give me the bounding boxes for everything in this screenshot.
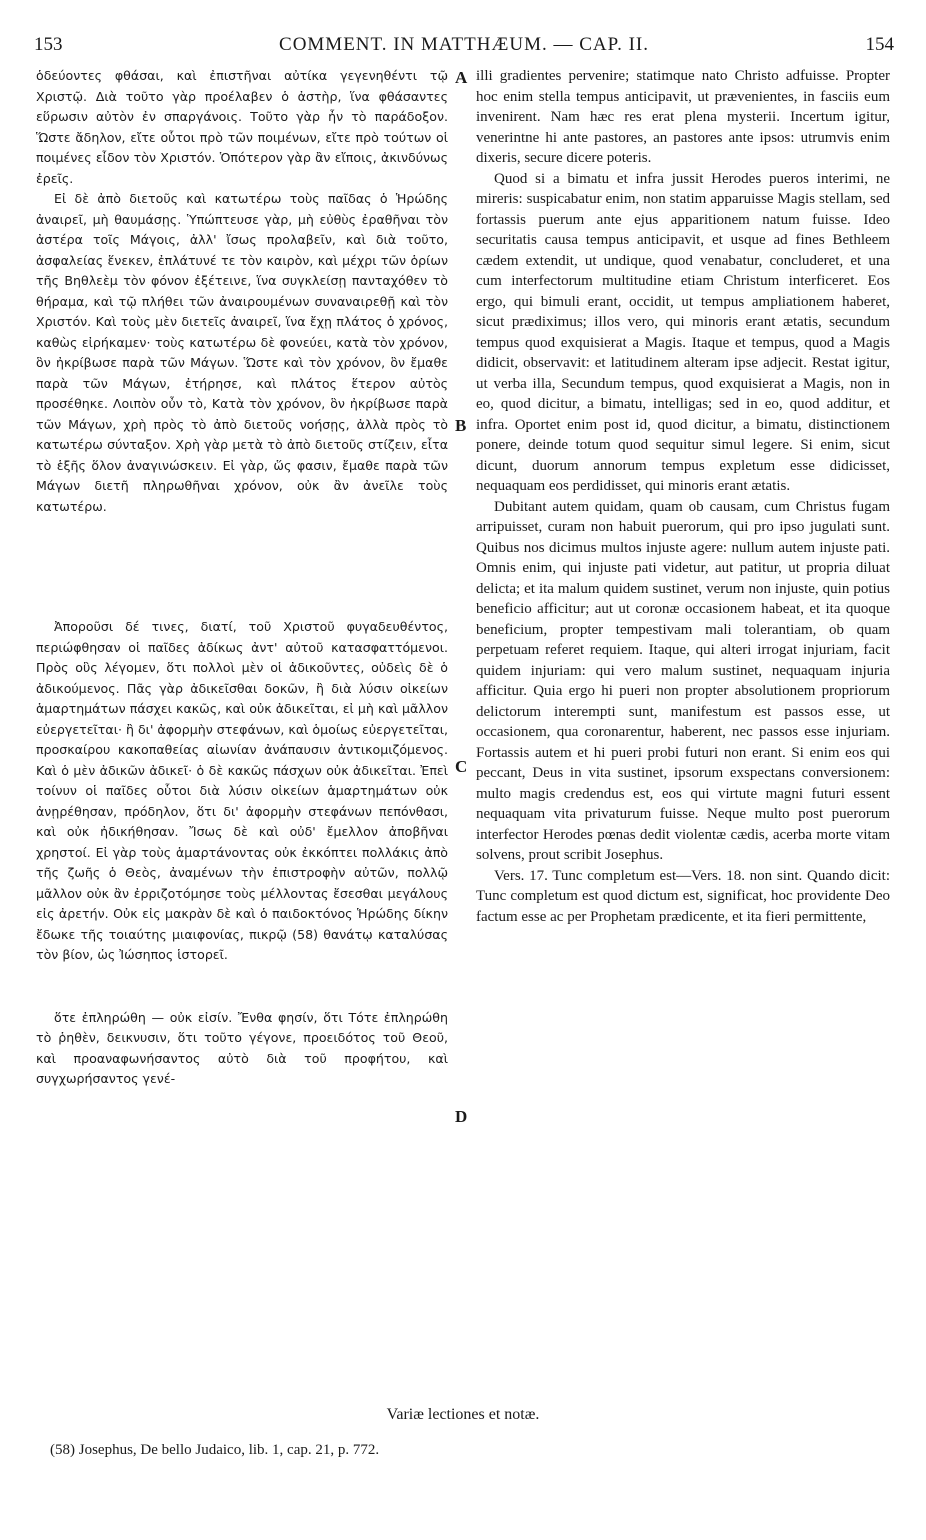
latin-column xyxy=(476,66,890,927)
running-title: COMMENT. IN MATTHÆUM. — CAP. II. xyxy=(279,34,649,55)
margin-marker-a: A xyxy=(455,68,468,87)
page-header xyxy=(34,34,894,64)
greek-paragraph: Εἰ δὲ ἀπὸ διετοῦς καὶ κατωτέρω τοὺς παῖδας ὁ Ἡρώδης ἀναιρεῖ, μὴ θαυμάσῃς. Ὑπώπτευσε γὰρ, μὴ εὐθὺς ἐραθῆναι τὸν ἀστέρα τοῖς Μάγοις, ἀλλ' ἴσως προλαβεῖν, καὶ διὰ τοῦτο, ἀσφαλείας ἕνεκεν, ἐπλάτυνέ τε τὸν καιρὸν, καὶ μέχρι τῶν ὁρίων τῆς Βηθλεὲμ τὸν φόνον ἐξέτεινε, ἵνα συγκλείσῃ πανταχόθεν τὸ θήραμα, καὶ τῷ πλήθει τῶν ἀναιρουμένων συναναιρεθῇ καὶ τὸν Χριστόν. Καὶ τοὺς μὲν διετεῖς ἀναιρεῖ, ἵνα ἔχῃ πλάτος ὁ χρόνος, καθὼς εἰρήκαμεν· τοὺς κατωτέρω δὲ φονεύει, κατὰ τὸν χρόνον, ὃν ἠκρίβωσε παρὰ τῶν Μάγων. Ὥστε καὶ τὸν χρόνον, ὃν ἔμαθε παρὰ τῶν Μάγων, ἐτήρησε, καὶ πλάτος ἕτερον αὐτὸς προσέθηκε. Λοιπὸν οὖν τὸ, Κατὰ τὸν χρόνον, ὃν ἠκρίβωσε παρὰ τῶν Μάγων, χρὴ πρὸς τὸ ἀπὸ διετοῦς νοήσῃς, ἀλλὰ πρὸς τὸ κατωτέρω σύνταξον. Χρὴ γὰρ μετὰ τὸ ἀπὸ διετοῦς στίζειν, εἶτα τὸ ἑξῆς ὅλον ἀναγινώσκειν. Εἰ γὰρ, ὥς φασιν, ἔμαθε παρὰ τῶν Μάγων διετῆ πληρωθῆναι χρόνον, οὐκ ἂν ἀνεῖλε τοὺς κατωτέρω. xyxy=(36,191,448,514)
margin-marker-b: B xyxy=(455,416,467,435)
margin-marker-c: C xyxy=(455,757,468,776)
greek-paragraph: Ἀποροῦσι δέ τινες, διατί, τοῦ Χριστοῦ φυγαδευθέντος, περιώφθησαν οἱ παῖδες ἀδίκως ἀντ' αὐτοῦ κατασφαττόμενοι. Πρὸς οὓς λέγομεν, ὅτι πολλοὶ μὲν οἱ ἀδικοῦντες, οὐδεὶς δὲ ὁ ἀδικούμενος. Πᾶς γὰρ ἀδικεῖσθαι δοκῶν, ἢ διὰ λύσιν οἰκείων ἁμαρτημάτων πάσχει κακῶς, καὶ οὐκ ἀδικεῖται, εἰ μὴ καὶ μᾶλλον εὐεργετεῖται· ἢ δι' ἀφορμὴν στεφάνων, καὶ ὁμοίως εὐεργετεῖται, προσκαίρου κακοπαθείας αἰωνίαν ἀνάπαυσιν ἀντικομιζόμενος. Καὶ ὁ μὲν ἀδικῶν ἀδικεῖ· ὁ δὲ κακῶς πάσχων οὐκ ἀδικεῖται. Ἐπεὶ τοίνυν οἱ παῖδες οὗτοι διὰ λύσιν οἰκείων ἁμαρτημάτων οὐκ ἀνῃρέθησαν, πρόδηλον, ὅτι δι' ἀφορμὴν στεφάνων πεπόνθασι, καὶ οὐκ ἠδικήθησαν. Ἴσως δὲ καὶ οὐδ' ἔμελλον ἀποβῆναι χρηστοί. Εἰ γὰρ τοὺς ἁμαρτάνοντας οὐκ ἐκκόπτει πολλάκις ἀπὸ τῆς ζωῆς ὁ Θεὸς, ἀναμένων τὴν ἐπιστροφὴν αὐτῶν, πολλῷ μᾶλλον οὐκ ἂν ἐρριζοτόμησε τοὺς μέλλοντας ἔσεσθαι μεγάλους εἰς ἀρετήν. Οὐκ εἰς μακρὰν δὲ καὶ ὁ παιδοκτόνος Ἡρώδης δίκην ἔδωκε τῆς τοιαύτης μιαιφονίας, πικρῷ (58) θανάτῳ καταλύσας τὸν βίον, ὡς Ἰώσηπος ἱστορεῖ. xyxy=(36,619,448,962)
greek-paragraph: ὁδεύοντες φθάσαι, καὶ ἐπιστῆναι αὐτίκα γεγενηθέντι τῷ Χριστῷ. Διὰ τοῦτο γὰρ προέλαβεν ὁ ἀστὴρ, ἵνα φθάσαντες εὕρωσιν αὐτὸν ἐν σπαργάνοις. Τοῦτο γὰρ ἦν τὸ παράδοξον. Ὥστε ἄδηλον, εἴτε οὗτοι πρὸ τῶν ποιμένων, εἴτε πρὸ τούτων οἱ ποιμένες εἶδον τὸν Χριστόν. Ὁπότερον γὰρ ἂν εἴποις, ἀκινδύνως ἐρεῖς. xyxy=(36,68,448,186)
margin-marker-d: D xyxy=(455,1107,468,1126)
left-page-number: 153 xyxy=(34,34,63,55)
footnote: (58) Josephus, De bello Judaico, lib. 1, cap. 21, p. 772. xyxy=(50,1442,380,1458)
latin-paragraph: Dubitant autem quidam, quam ob causam, cum Christus fugam arripuisset, curam non habuit puerorum, qui pro ipso jugulati sunt. Quibus nos dicimus multos injuste agere: nullum autem injuste pati. Omnis enim, qui injuste pati videtur, aut patitur, ut propria diluat delicta; et ita malum quidem sustinet, verum non injuste, quin potius beneficio afficitur; aut ut coronæ occasionem habeat, et ita quoque beneficium, propter tempestivam mali tolerantiam, ob quam perpetuam referet requiem. Itaque, qui alteri irrogat injuriam, facit quidem injuriam: qui vero malum sustinet, nequaquam injuria afficitur. Quia ergo hi pueri non propter absolutionem propriorum delictorum interempti sunt, manifestum est passos esse, ut occasionem, qua coronarentur, haberent, nec passos esse injuriam. Fortassis autem et hi pueri probi futuri non erant. Si enim eos qui peccant, Deus in vita sustinet, ipsorum exspectans conversionem: multo magis credendus est, eos qui virtute magni futuri essent nequaquam vita privaturum fuisse. Neque multo post puerorum interfector Herodes pœnas dedit violentæ cædis, acerba morte vitam solvens, prout scribit Josephus. xyxy=(476,498,890,863)
greek-paragraph: ὅτε ἐπληρώθη — οὐκ εἰσίν. Ἔνθα φησίν, ὅτι Τότε ἐπληρώθη τὸ ῥηθὲν, δεικνυσιν, ὅτι τοῦτο γέγονε, προειδότος τοῦ Θεοῦ, καὶ προαναφωνήσαντος αὐτὸ διὰ τοῦ προφήτου, καὶ συγχωρήσαντος γενέ- xyxy=(36,1009,448,1086)
right-page-number: 154 xyxy=(865,34,894,55)
greek-column xyxy=(36,66,448,1090)
latin-paragraph: Quod si a bimatu et infra jussit Herodes pueros interimi, ne mireris: suspicabatur enim, non statim apparuisse Magis stellam, sed fortassis puerum ante ejus apparitionem natum fuisse. Ideo securitatis causa tempus anticipavit, et usque ad fines Bethleem cædem extendit, ut undique, quod venabatur, concluderet, et una cum interfectorum multitudine etiam Christum interficeret. Eos ergo, qui bimuli erant, occidit, ut tempus ampliationem haberet, sicut prædiximus; illos vero, qui minoris erant ætatis, secundum tempus quod exquisierat a Magis. Itaque et tempus, quod a Magis didicit, observavit: et latitudinem alteram ipse adjecit. Restat igitur, ut verba illa, Secundum tempus, quod exquisierat a Magis, non in eo, quod dicitur, a bimatu, intelligas; sed in eo, quod additur, et infra. Oportet enim post id, quod dicitur, a bimatu, distinctionem ponere, deinde totum quod sequitur simul legere. Si enim, sicut dicunt, duorum annorum tempus expletum esse didicisset, nequaquam eos perdidisset, qui minoris erant ætatis. xyxy=(476,170,890,494)
notes-heading: Variæ lectiones et notæ. xyxy=(386,1406,540,1423)
latin-paragraph: illi gradientes pervenire; statimque nato Christo adfuisse. Propter hoc enim stella tempus anticipavit, ut prævenientes, in fasciis eum invenirent. Nam hæc res erat plena mysterii. Incertum igitur, venerintne hi ante pastores, an pastores ante ipsos: utrumvis enim dixeris, secure dicere poteris. xyxy=(476,68,890,166)
latin-paragraph: Vers. 17. Tunc completum est—Vers. 18. non sint. Quando dicit: Tunc completum est quod dictum est, significat, hoc providente Deo factum esse ac per Prophetam prædicente, et ita fieri permittente, xyxy=(476,867,890,925)
